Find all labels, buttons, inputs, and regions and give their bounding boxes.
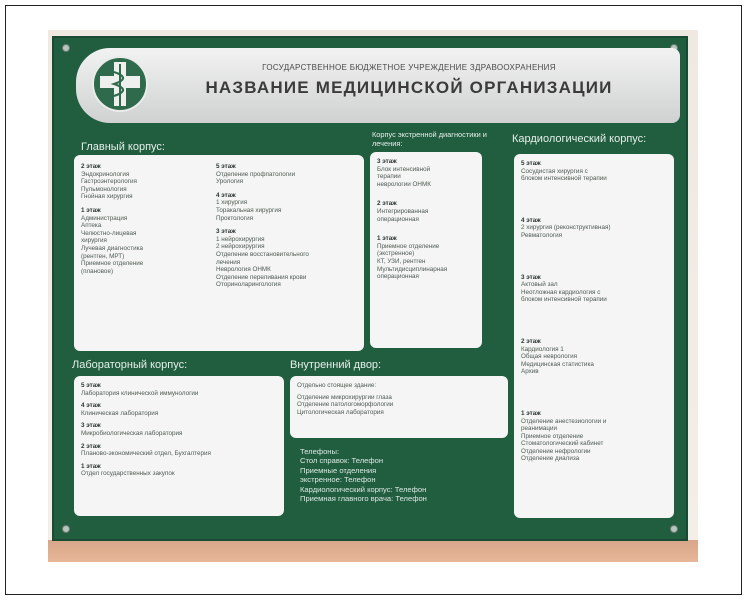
dept-line: Стоматологический кабинет <box>521 440 604 448</box>
dept-line: Неотложная кардиология с <box>521 288 601 296</box>
dept-line: Челюстно-лицевая <box>81 229 137 237</box>
cardio-building-panel <box>514 154 674 518</box>
dept-line: Отдельно стоящее здание: <box>297 382 377 389</box>
courtyard-panel <box>290 376 508 438</box>
dept-line: 2 хирургия (реконструктивная) <box>521 224 611 232</box>
dept-line: Общая неврология <box>521 353 578 361</box>
floor-strip <box>48 540 698 562</box>
dept-line: неврологии ОНМК <box>377 180 431 188</box>
lab-building-panel <box>74 376 284 516</box>
dept-line: Архив <box>521 368 539 376</box>
floor-label: 2 этаж <box>377 200 397 208</box>
courtyard-title: Внутренний двор: <box>290 359 382 371</box>
floor-label: 1 этаж <box>81 206 101 214</box>
floor-label: 2 этаж <box>521 337 541 345</box>
floor-label: 3 этаж <box>521 273 541 281</box>
dept-line: Оториноларингология <box>216 281 281 289</box>
dept-line: Эндокринология <box>81 170 130 178</box>
dept-line: Отделение диализа <box>521 455 580 463</box>
dept-line: (экстренное) <box>377 250 415 258</box>
floor-label: 3 этаж <box>81 422 101 430</box>
cardio-building-title: Кардиологический корпус: <box>512 133 647 145</box>
dept-line: Отделение микрохирургии глаза <box>297 393 392 401</box>
floor-label: 2 этаж <box>81 442 101 450</box>
dept-line: Приемное отделение <box>377 242 440 250</box>
dept-line: блоком интенсивной терапии <box>521 296 607 304</box>
medical-cross-serpent-icon <box>92 54 148 114</box>
main-building-col2 <box>216 163 358 289</box>
phones-heading: Телефоны: <box>300 447 340 456</box>
dept-line: 2 нейрохирургия <box>216 243 265 251</box>
dept-line: Микробиологическая лаборатория <box>81 429 183 437</box>
dept-line: 1 нейрохирургия <box>216 235 265 243</box>
floor-label: 5 этаж <box>521 160 541 167</box>
main-building-col1 <box>81 163 211 275</box>
dept-line: Медицинская статистика <box>521 360 594 368</box>
dept-line: Отделение переливания крови <box>216 273 307 281</box>
dept-line: Планово-экономический отдел, Бухгалтерия <box>81 450 211 458</box>
dept-line: КТ, УЗИ, рентген <box>377 257 426 265</box>
dept-line: Ревматология <box>521 231 563 239</box>
dept-line: Лаборатория клинической иммунологии <box>81 389 199 397</box>
dept-line: Отделение профпатологии <box>216 170 296 178</box>
dept-line: Отделение анестезиологии и <box>521 417 607 425</box>
floor-label: 5 этаж <box>216 163 236 170</box>
floor-label: 3 этаж <box>377 158 397 165</box>
dept-line: Блок интенсивной <box>377 165 431 173</box>
dept-line: Неврология ОНМК <box>216 266 271 274</box>
dept-line: блоком интенсивной терапии <box>521 175 607 183</box>
dept-line: хирургия <box>81 237 107 245</box>
phone-line: Стол справок: Телефон <box>300 456 384 466</box>
screw-icon <box>62 525 70 533</box>
floor-label: 1 этаж <box>81 462 101 470</box>
floor-label: 1 этаж <box>521 409 541 417</box>
dept-line: Отделение нефрологии <box>521 447 591 455</box>
dept-line: Кардиология 1 <box>521 345 564 353</box>
organization-subtitle: ГОСУДАРСТВЕННОЕ БЮДЖЕТНОЕ УЧРЕЖДЕНИЕ ЗДРАВООХРАНЕНИЯ <box>262 63 556 72</box>
dept-line: Урология <box>216 178 244 186</box>
floor-label: 3 этаж <box>216 228 236 236</box>
floor-label: 5 этаж <box>81 382 101 389</box>
dept-line: Отдел государственных закупок <box>81 470 175 478</box>
dept-line: Цитологическая лаборатория <box>297 408 384 416</box>
dept-line: Пульмонология <box>81 185 127 193</box>
dept-line: Проктология <box>216 214 254 222</box>
dept-line: Приемное отделение <box>81 260 144 268</box>
phone-line: Приемная главного врача: Телефон <box>300 494 427 504</box>
dept-line: Отделение патологоморфологии <box>297 401 394 409</box>
dept-line: Актовый зал <box>521 281 558 289</box>
dept-line: Гастроэнтерология <box>81 178 137 186</box>
diag-building-panel <box>370 152 482 348</box>
dept-line: Администрация <box>81 214 128 222</box>
dept-line: Клиническая лаборатория <box>81 409 159 417</box>
dept-line: Аптека <box>81 222 102 230</box>
dept-line: Интегрированная <box>377 207 429 215</box>
main-building-title: Главный корпус: <box>81 141 165 153</box>
phone-line: экстренное: Телефон <box>300 475 376 485</box>
floor-label: 4 этаж <box>216 191 236 199</box>
floor-label: 4 этаж <box>81 402 101 410</box>
screw-icon <box>670 525 678 533</box>
screw-icon <box>62 44 70 52</box>
lab-building-title: Лабораторный корпус: <box>72 359 188 371</box>
dept-line: Отделение восстановительного <box>216 250 309 258</box>
dept-line: терапии <box>377 173 401 181</box>
floor-label: 4 этаж <box>521 216 541 224</box>
dept-line: Мультидисциплинарная <box>377 265 448 273</box>
floor-label: 1 этаж <box>377 235 397 243</box>
diag-building-title: Корпус экстренной диагностики и лечения: <box>372 130 487 148</box>
dept-line: лечения <box>216 258 241 266</box>
dept-line: 1 хирургия <box>216 199 248 207</box>
dept-line: Лучевая диагностика <box>81 244 143 252</box>
dept-line: Торакальная хирургия <box>216 206 282 214</box>
main-building-panel <box>74 155 364 351</box>
dept-line: Сосудистая хирургия с <box>521 167 588 175</box>
dept-line: операционная <box>377 215 419 223</box>
phone-line: Приемные отделения <box>300 465 377 475</box>
organization-title: НАЗВАНИЕ МЕДИЦИНСКОЙ ОРГАНИЗАЦИИ <box>205 78 613 97</box>
floor-label: 2 этаж <box>81 163 101 170</box>
dept-line: (плановое) <box>81 267 114 275</box>
phone-line: Кардиологический корпус: Телефон <box>300 484 427 494</box>
dept-line: (рентген, МРТ) <box>81 252 125 260</box>
dept-line: Гнойная хирургия <box>81 193 133 201</box>
dept-line: операционная <box>377 273 419 281</box>
dept-line: Приемное отделение <box>521 432 584 440</box>
phones-list <box>300 447 427 503</box>
dept-line: реанимации <box>521 425 557 433</box>
